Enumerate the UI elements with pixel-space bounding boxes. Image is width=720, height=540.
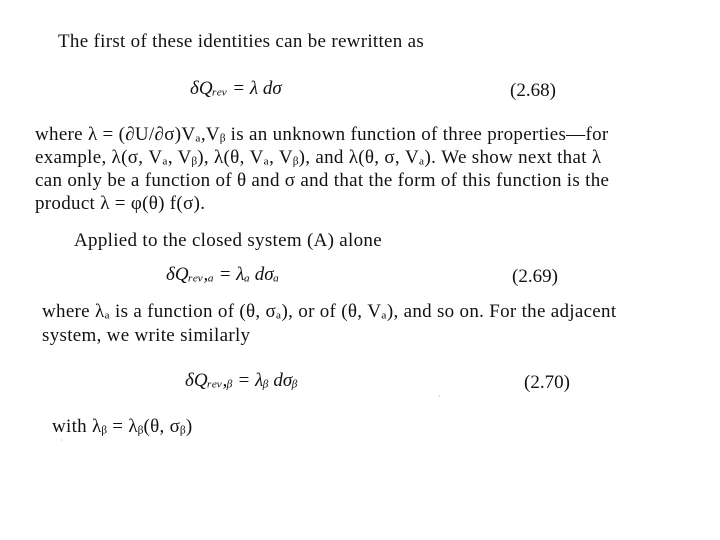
equation-number-2-70: (2.70) [524,372,570,393]
where-paragraph-line-3: can only be a function of θ and σ and that the form of this function is the [35,170,610,191]
equation-2-69: δQᵣₑᵥ,ₐ = λₐ dσₐ [166,264,280,285]
where-paragraph-line-2: example, λ(σ, Vₐ, Vᵦ), λ(θ, Vₐ, Vᵦ), and λ(θ, σ, Vₐ). We show next that λ [35,147,602,168]
where-paragraph-line-4: product λ = φ(θ) f(σ). [35,193,206,214]
scan-speck: · [438,392,441,401]
equation-2-68: δQᵣₑᵥ = λ dσ [190,78,282,99]
equation-2-70: δQᵣₑᵥ,ᵦ = λᵦ dσᵦ [185,370,298,391]
equation-number-2-68: (2.68) [510,80,556,101]
equation-number-2-69: (2.69) [512,266,558,287]
where-lambda-a-line-2: system, we write similarly [42,325,251,346]
with-text: with λᵦ = λᵦ(θ, σᵦ) [52,416,193,437]
intro-text: The first of these identities can be rewritten as [58,31,425,52]
scan-speck-2: · [60,436,63,445]
where-paragraph-line-1: where λ = (∂U/∂σ)Vₐ,Vᵦ is an unknown function of three properties—for [35,124,609,145]
applied-text: Applied to the closed system (A) alone [74,230,382,251]
where-lambda-a-line-1: where λₐ is a function of (θ, σₐ), or of (θ, Vₐ), and so on. For the adjacent [42,301,617,322]
